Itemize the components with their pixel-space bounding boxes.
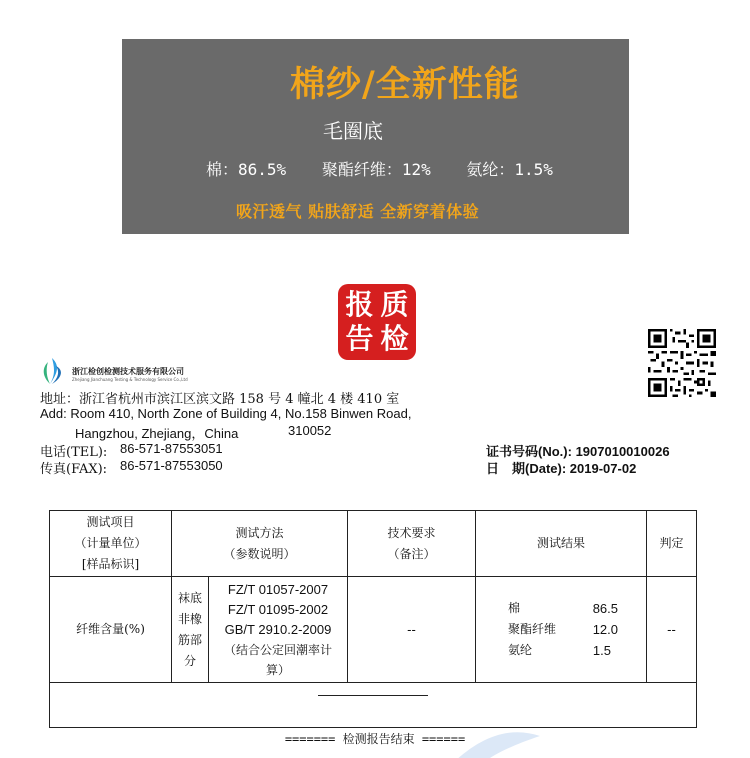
- composition-cotton: 棉：86.5%: [206, 160, 287, 179]
- seal-char: 质: [380, 288, 409, 321]
- banner-subtitle: 毛圈底: [323, 119, 383, 143]
- company-logo-icon: [38, 356, 66, 386]
- result-value: 1.5: [592, 643, 611, 658]
- banner-composition: [206, 157, 579, 180]
- row-test-item: 纤维含量(%): [76, 622, 145, 636]
- part-text: 筋部: [177, 632, 202, 647]
- tel-value: 86-571-87553051: [120, 441, 223, 456]
- header-text: 测试项目: [86, 515, 135, 529]
- address-en-line2: Hangzhou, Zhejiang，China: [75, 426, 239, 441]
- method-note: 算）: [265, 662, 290, 677]
- header-requirement: [348, 511, 475, 576]
- postcode: 310052: [288, 423, 332, 438]
- header-text: （备注）: [387, 546, 436, 561]
- company-name-en: Zhejiang Jianchuang Testing & Technology Service Co.,Ltd: [72, 377, 188, 382]
- header-text: 技术要求: [387, 525, 436, 540]
- address-cn: 地址：浙江省杭州市滨江区滨文路 158 号 4 幢北 4 楼 410 室: [40, 392, 400, 407]
- row-judgement: --: [667, 622, 676, 637]
- tel-label: 电话(TEL):: [40, 445, 108, 460]
- result-line-cotton: [476, 598, 646, 619]
- header-text: （参数说明）: [223, 546, 296, 561]
- banner-slogan: 吸汗透气 贴肤舒适 全新穿着体验: [236, 202, 480, 221]
- test-result-table: [49, 510, 697, 728]
- certificate-no-label: 证书号码(No.):: [486, 444, 572, 459]
- result-name: 氨纶: [508, 643, 533, 657]
- report-seal: [338, 284, 416, 360]
- row-test-method: [209, 577, 347, 682]
- seal-char: 告: [345, 322, 374, 355]
- row-sample-part: [172, 577, 208, 682]
- part-text: 袜底: [177, 590, 202, 605]
- method-note: （结合公定回潮率计: [223, 642, 332, 657]
- banner-title: 棉纱/全新性能: [290, 65, 520, 105]
- result-line-polyester: [476, 619, 646, 640]
- composition-spandex: 氨纶：1.5%: [466, 160, 553, 179]
- seal-char: 检: [380, 322, 409, 355]
- address-en-line1: Add: Room 410, North Zone of Building 4, No.158 Binwen Road,: [40, 406, 412, 421]
- qr-code-icon: [648, 329, 716, 397]
- certificate-date: [486, 458, 636, 477]
- certificate-date-label: 日 期(Date):: [486, 461, 567, 476]
- row-requirement: --: [407, 622, 416, 637]
- method-standard: FZ/T 01095-2002: [227, 601, 329, 617]
- method-standard: GB/T 2910.2-2009: [224, 621, 332, 637]
- product-banner: [122, 39, 629, 234]
- row-test-result: [476, 577, 646, 682]
- result-line-spandex: [476, 640, 646, 661]
- composition-polyester: 聚酯纤维：12%: [321, 160, 431, 179]
- result-value: 12.0: [592, 622, 618, 637]
- fax-value: 86-571-87553050: [120, 458, 223, 473]
- result-value: 86.5: [592, 601, 618, 616]
- result-name: 聚酯纤维: [508, 622, 557, 636]
- company-name-cn: 浙江检创检测技术服务有限公司: [72, 367, 184, 376]
- header-test-item: [50, 511, 171, 576]
- report-end-text: ======= 检测报告结束 ======: [284, 732, 466, 746]
- fax-label: 传真(FAX):: [40, 462, 108, 477]
- part-text: 非橡: [177, 611, 202, 626]
- result-name: 棉: [508, 601, 521, 615]
- header-judgement: 判定: [659, 536, 684, 550]
- part-text: 分: [183, 653, 196, 668]
- certificate-no-value: 1907010010026: [575, 444, 670, 459]
- method-standard: FZ/T 01057-2007: [227, 581, 329, 597]
- header-test-result: 测试结果: [536, 536, 585, 550]
- header-text: （计量单位）: [74, 536, 147, 550]
- header-text: 测试方法: [235, 525, 284, 540]
- certificate-date-value: 2019-07-02: [569, 461, 637, 476]
- header-text: [样品标识]: [81, 557, 140, 571]
- header-test-method: [172, 511, 347, 576]
- seal-char: 报: [345, 288, 374, 321]
